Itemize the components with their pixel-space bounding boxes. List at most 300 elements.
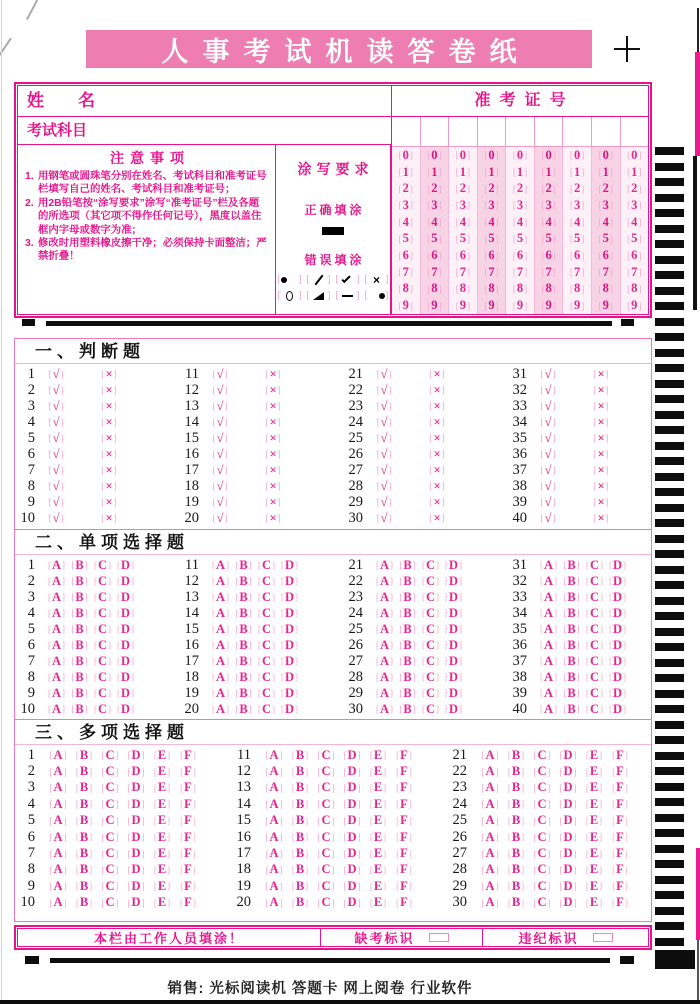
option-bubble-√[interactable]: [ √ ] xyxy=(48,382,64,397)
option-bubble-A[interactable]: [ A ] xyxy=(265,878,283,893)
option-bubble-C[interactable]: [ C ] xyxy=(585,573,604,588)
option-bubble-F[interactable]: [ F ] xyxy=(180,878,196,893)
option-bubble-F[interactable]: [ F ] xyxy=(612,895,628,910)
option-bubble-A[interactable]: [ A ] xyxy=(265,862,283,877)
option-bubble-D[interactable]: [ D ] xyxy=(444,605,463,620)
option-bubble-C[interactable]: [ C ] xyxy=(585,653,604,668)
option-bubble-F[interactable]: [ F ] xyxy=(180,780,196,795)
option-bubble-√[interactable]: [ √ ] xyxy=(212,510,228,525)
option-bubble-√[interactable]: [ √ ] xyxy=(212,366,228,381)
digit-bubble-5[interactable]: [ 5 ] xyxy=(455,231,471,246)
option-bubble-D[interactable]: [ D ] xyxy=(608,621,627,636)
option-bubble-D[interactable]: [ D ] xyxy=(608,685,627,700)
option-bubble-C[interactable]: [ C ] xyxy=(421,669,440,684)
digit-bubble-3[interactable]: [ 3 ] xyxy=(570,197,585,212)
option-bubble-F[interactable]: [ F ] xyxy=(180,813,196,828)
option-bubble-B[interactable]: [ B ] xyxy=(71,573,88,588)
option-bubble-√[interactable]: [ √ ] xyxy=(376,366,392,381)
option-bubble-×[interactable]: [ × ] xyxy=(429,430,445,445)
option-bubble-√[interactable]: [ √ ] xyxy=(376,462,392,477)
digit-bubble-1[interactable]: [ 1 ] xyxy=(484,164,499,179)
option-bubble-B[interactable]: [ B ] xyxy=(75,878,93,893)
option-bubble-C[interactable]: [ C ] xyxy=(421,573,440,588)
digit-bubble-7[interactable]: [ 7 ] xyxy=(484,264,499,279)
option-bubble-B[interactable]: [ B ] xyxy=(235,685,252,700)
option-bubble-C[interactable]: [ C ] xyxy=(585,605,604,620)
option-bubble-E[interactable]: [ E ] xyxy=(153,764,171,779)
option-bubble-×[interactable]: [ × ] xyxy=(265,366,281,381)
option-bubble-A[interactable]: [ A ] xyxy=(265,796,283,811)
option-bubble-F[interactable]: [ F ] xyxy=(612,796,628,811)
option-bubble-D[interactable]: [ D ] xyxy=(280,557,299,572)
option-bubble-×[interactable]: [ × ] xyxy=(101,398,117,413)
option-bubble-F[interactable]: [ F ] xyxy=(180,829,196,844)
option-bubble-C[interactable]: [ C ] xyxy=(93,621,112,636)
option-bubble-F[interactable]: [ F ] xyxy=(180,862,196,877)
option-bubble-√[interactable]: [ √ ] xyxy=(376,478,392,493)
digit-bubble-4[interactable]: [ 4 ] xyxy=(427,214,442,229)
digit-bubble-6[interactable]: [ 6 ] xyxy=(484,248,499,263)
option-bubble-×[interactable]: [ × ] xyxy=(101,478,117,493)
digit-bubble-9[interactable]: [ 9 ] xyxy=(455,298,471,313)
ticket-write-cell[interactable] xyxy=(592,117,621,146)
option-bubble-A[interactable]: [ A ] xyxy=(47,573,66,588)
option-bubble-×[interactable]: [ × ] xyxy=(101,446,117,461)
option-bubble-D[interactable]: [ D ] xyxy=(127,780,145,795)
option-bubble-D[interactable]: [ D ] xyxy=(127,878,145,893)
option-bubble-A[interactable]: [ A ] xyxy=(481,796,499,811)
option-bubble-A[interactable]: [ A ] xyxy=(539,669,558,684)
option-bubble-C[interactable]: [ C ] xyxy=(257,621,276,636)
option-bubble-B[interactable]: [ B ] xyxy=(399,653,416,668)
option-bubble-B[interactable]: [ B ] xyxy=(563,701,580,716)
option-bubble-√[interactable]: [ √ ] xyxy=(48,462,64,477)
option-bubble-C[interactable]: [ C ] xyxy=(421,685,440,700)
digit-bubble-9[interactable]: [ 9 ] xyxy=(512,298,528,313)
option-bubble-C[interactable]: [ C ] xyxy=(93,605,112,620)
option-bubble-D[interactable]: [ D ] xyxy=(116,573,135,588)
digit-bubble-8[interactable]: [ 8 ] xyxy=(627,281,642,296)
ticket-write-cell[interactable] xyxy=(535,117,564,146)
option-bubble-×[interactable]: [ × ] xyxy=(593,430,609,445)
option-bubble-C[interactable]: [ C ] xyxy=(533,878,551,893)
option-bubble-C[interactable]: [ C ] xyxy=(585,589,604,604)
option-bubble-D[interactable]: [ D ] xyxy=(343,813,361,828)
option-bubble-E[interactable]: [ E ] xyxy=(369,862,387,877)
option-bubble-B[interactable]: [ B ] xyxy=(71,637,88,652)
option-bubble-D[interactable]: [ D ] xyxy=(116,653,135,668)
option-bubble-D[interactable]: [ D ] xyxy=(559,878,577,893)
option-bubble-B[interactable]: [ B ] xyxy=(75,796,93,811)
option-bubble-A[interactable]: [ A ] xyxy=(481,780,499,795)
option-bubble-B[interactable]: [ B ] xyxy=(291,796,309,811)
option-bubble-C[interactable]: [ C ] xyxy=(93,637,112,652)
option-bubble-C[interactable]: [ C ] xyxy=(533,895,551,910)
option-bubble-D[interactable]: [ D ] xyxy=(127,813,145,828)
option-bubble-×[interactable]: [ × ] xyxy=(429,398,445,413)
option-bubble-B[interactable]: [ B ] xyxy=(71,685,88,700)
option-bubble-F[interactable]: [ F ] xyxy=(396,764,412,779)
option-bubble-F[interactable]: [ F ] xyxy=(396,846,412,861)
option-bubble-C[interactable]: [ C ] xyxy=(101,862,119,877)
option-bubble-B[interactable]: [ B ] xyxy=(75,813,93,828)
option-bubble-A[interactable]: [ A ] xyxy=(49,895,67,910)
option-bubble-C[interactable]: [ C ] xyxy=(93,685,112,700)
option-bubble-B[interactable]: [ B ] xyxy=(235,621,252,636)
digit-bubble-5[interactable]: [ 5 ] xyxy=(427,231,442,246)
digit-bubble-4[interactable]: [ 4 ] xyxy=(570,214,585,229)
option-bubble-D[interactable]: [ D ] xyxy=(116,605,135,620)
digit-bubble-6[interactable]: [ 6 ] xyxy=(455,248,471,263)
option-bubble-A[interactable]: [ A ] xyxy=(481,895,499,910)
digit-bubble-4[interactable]: [ 4 ] xyxy=(484,214,499,229)
digit-bubble-9[interactable]: [ 9 ] xyxy=(541,298,556,313)
digit-bubble-8[interactable]: [ 8 ] xyxy=(541,281,556,296)
option-bubble-B[interactable]: [ B ] xyxy=(563,653,580,668)
option-bubble-D[interactable]: [ D ] xyxy=(280,605,299,620)
option-bubble-B[interactable]: [ B ] xyxy=(507,813,525,828)
option-bubble-√[interactable]: [ √ ] xyxy=(376,398,392,413)
option-bubble-D[interactable]: [ D ] xyxy=(280,669,299,684)
option-bubble-D[interactable]: [ D ] xyxy=(116,621,135,636)
option-bubble-D[interactable]: [ D ] xyxy=(127,895,145,910)
option-bubble-B[interactable]: [ B ] xyxy=(71,653,88,668)
option-bubble-A[interactable]: [ A ] xyxy=(481,862,499,877)
digit-bubble-3[interactable]: [ 3 ] xyxy=(627,197,642,212)
option-bubble-B[interactable]: [ B ] xyxy=(399,637,416,652)
digit-bubble-6[interactable]: [ 6 ] xyxy=(512,248,528,263)
option-bubble-F[interactable]: [ F ] xyxy=(180,747,196,762)
digit-bubble-5[interactable]: [ 5 ] xyxy=(484,231,499,246)
option-bubble-B[interactable]: [ B ] xyxy=(507,895,525,910)
digit-bubble-4[interactable]: [ 4 ] xyxy=(541,214,556,229)
option-bubble-√[interactable]: [ √ ] xyxy=(48,446,64,461)
option-bubble-A[interactable]: [ A ] xyxy=(481,764,499,779)
option-bubble-F[interactable]: [ F ] xyxy=(612,780,628,795)
option-bubble-D[interactable]: [ D ] xyxy=(343,764,361,779)
digit-bubble-0[interactable]: [ 0 ] xyxy=(398,147,413,162)
option-bubble-E[interactable]: [ E ] xyxy=(153,846,171,861)
digit-bubble-0[interactable]: [ 0 ] xyxy=(541,147,556,162)
option-bubble-A[interactable]: [ A ] xyxy=(49,747,67,762)
option-bubble-F[interactable]: [ F ] xyxy=(396,796,412,811)
option-bubble-B[interactable]: [ B ] xyxy=(235,653,252,668)
option-bubble-D[interactable]: [ D ] xyxy=(444,621,463,636)
option-bubble-√[interactable]: [ √ ] xyxy=(540,494,556,509)
option-bubble-√[interactable]: [ √ ] xyxy=(212,382,228,397)
option-bubble-E[interactable]: [ E ] xyxy=(369,813,387,828)
option-bubble-D[interactable]: [ D ] xyxy=(608,589,627,604)
option-bubble-E[interactable]: [ E ] xyxy=(585,862,603,877)
digit-bubble-9[interactable]: [ 9 ] xyxy=(427,298,442,313)
option-bubble-F[interactable]: [ F ] xyxy=(612,862,628,877)
option-bubble-D[interactable]: [ D ] xyxy=(343,846,361,861)
option-bubble-A[interactable]: [ A ] xyxy=(375,589,394,604)
option-bubble-C[interactable]: [ C ] xyxy=(533,796,551,811)
option-bubble-C[interactable]: [ C ] xyxy=(101,780,119,795)
option-bubble-D[interactable]: [ D ] xyxy=(280,685,299,700)
digit-bubble-3[interactable]: [ 3 ] xyxy=(398,197,413,212)
option-bubble-A[interactable]: [ A ] xyxy=(211,573,230,588)
option-bubble-D[interactable]: [ D ] xyxy=(127,764,145,779)
option-bubble-D[interactable]: [ D ] xyxy=(559,846,577,861)
digit-bubble-1[interactable]: [ 1 ] xyxy=(398,164,413,179)
option-bubble-D[interactable]: [ D ] xyxy=(444,573,463,588)
option-bubble-D[interactable]: [ D ] xyxy=(127,796,145,811)
option-bubble-B[interactable]: [ B ] xyxy=(75,764,93,779)
digit-bubble-8[interactable]: [ 8 ] xyxy=(427,281,442,296)
option-bubble-A[interactable]: [ A ] xyxy=(539,573,558,588)
option-bubble-D[interactable]: [ D ] xyxy=(127,862,145,877)
option-bubble-C[interactable]: [ C ] xyxy=(533,764,551,779)
option-bubble-A[interactable]: [ A ] xyxy=(211,621,230,636)
option-bubble-F[interactable]: [ F ] xyxy=(612,846,628,861)
option-bubble-A[interactable]: [ A ] xyxy=(265,747,283,762)
option-bubble-D[interactable]: [ D ] xyxy=(559,862,577,877)
option-bubble-C[interactable]: [ C ] xyxy=(585,701,604,716)
option-bubble-A[interactable]: [ A ] xyxy=(375,621,394,636)
digit-bubble-2[interactable]: [ 2 ] xyxy=(627,181,642,196)
option-bubble-A[interactable]: [ A ] xyxy=(539,701,558,716)
option-bubble-C[interactable]: [ C ] xyxy=(585,685,604,700)
option-bubble-√[interactable]: [ √ ] xyxy=(48,494,64,509)
option-bubble-B[interactable]: [ B ] xyxy=(563,685,580,700)
option-bubble-D[interactable]: [ D ] xyxy=(444,685,463,700)
option-bubble-A[interactable]: [ A ] xyxy=(211,605,230,620)
digit-bubble-2[interactable]: [ 2 ] xyxy=(570,181,585,196)
option-bubble-F[interactable]: [ F ] xyxy=(612,829,628,844)
option-bubble-√[interactable]: [ √ ] xyxy=(540,478,556,493)
option-bubble-×[interactable]: [ × ] xyxy=(265,398,281,413)
option-bubble-A[interactable]: [ A ] xyxy=(47,669,66,684)
option-bubble-E[interactable]: [ E ] xyxy=(153,829,171,844)
digit-bubble-2[interactable]: [ 2 ] xyxy=(398,181,413,196)
option-bubble-C[interactable]: [ C ] xyxy=(421,653,440,668)
option-bubble-A[interactable]: [ A ] xyxy=(539,685,558,700)
option-bubble-A[interactable]: [ A ] xyxy=(47,605,66,620)
option-bubble-D[interactable]: [ D ] xyxy=(280,701,299,716)
option-bubble-B[interactable]: [ B ] xyxy=(291,846,309,861)
option-bubble-×[interactable]: [ × ] xyxy=(265,462,281,477)
digit-bubble-8[interactable]: [ 8 ] xyxy=(598,281,613,296)
option-bubble-D[interactable]: [ D ] xyxy=(343,862,361,877)
option-bubble-A[interactable]: [ A ] xyxy=(49,829,67,844)
digit-bubble-1[interactable]: [ 1 ] xyxy=(512,164,528,179)
option-bubble-C[interactable]: [ C ] xyxy=(533,747,551,762)
option-bubble-×[interactable]: [ × ] xyxy=(429,446,445,461)
option-bubble-B[interactable]: [ B ] xyxy=(291,878,309,893)
digit-bubble-3[interactable]: [ 3 ] xyxy=(512,197,528,212)
option-bubble-√[interactable]: [ √ ] xyxy=(212,478,228,493)
digit-bubble-7[interactable]: [ 7 ] xyxy=(455,264,471,279)
digit-bubble-2[interactable]: [ 2 ] xyxy=(484,181,499,196)
option-bubble-E[interactable]: [ E ] xyxy=(369,747,387,762)
digit-bubble-0[interactable]: [ 0 ] xyxy=(427,147,442,162)
digit-bubble-6[interactable]: [ 6 ] xyxy=(427,248,442,263)
option-bubble-F[interactable]: [ F ] xyxy=(396,895,412,910)
option-bubble-√[interactable]: [ √ ] xyxy=(376,414,392,429)
option-bubble-A[interactable]: [ A ] xyxy=(49,846,67,861)
option-bubble-×[interactable]: [ × ] xyxy=(265,478,281,493)
digit-bubble-4[interactable]: [ 4 ] xyxy=(455,214,471,229)
option-bubble-A[interactable]: [ A ] xyxy=(375,685,394,700)
option-bubble-A[interactable]: [ A ] xyxy=(211,557,230,572)
option-bubble-C[interactable]: [ C ] xyxy=(101,829,119,844)
option-bubble-D[interactable]: [ D ] xyxy=(127,829,145,844)
option-bubble-D[interactable]: [ D ] xyxy=(559,829,577,844)
digit-bubble-9[interactable]: [ 9 ] xyxy=(598,298,613,313)
option-bubble-C[interactable]: [ C ] xyxy=(257,589,276,604)
digit-bubble-9[interactable]: [ 9 ] xyxy=(570,298,585,313)
option-bubble-A[interactable]: [ A ] xyxy=(375,605,394,620)
option-bubble-D[interactable]: [ D ] xyxy=(280,637,299,652)
option-bubble-C[interactable]: [ C ] xyxy=(93,589,112,604)
option-bubble-D[interactable]: [ D ] xyxy=(343,780,361,795)
option-bubble-D[interactable]: [ D ] xyxy=(608,573,627,588)
option-bubble-C[interactable]: [ C ] xyxy=(585,637,604,652)
option-bubble-B[interactable]: [ B ] xyxy=(75,846,93,861)
option-bubble-×[interactable]: [ × ] xyxy=(101,462,117,477)
option-bubble-A[interactable]: [ A ] xyxy=(265,780,283,795)
digit-bubble-6[interactable]: [ 6 ] xyxy=(627,248,642,263)
option-bubble-×[interactable]: [ × ] xyxy=(429,462,445,477)
option-bubble-C[interactable]: [ C ] xyxy=(317,813,335,828)
option-bubble-C[interactable]: [ C ] xyxy=(317,895,335,910)
option-bubble-C[interactable]: [ C ] xyxy=(421,637,440,652)
option-bubble-C[interactable]: [ C ] xyxy=(257,605,276,620)
option-bubble-C[interactable]: [ C ] xyxy=(257,669,276,684)
option-bubble-B[interactable]: [ B ] xyxy=(235,701,252,716)
option-bubble-B[interactable]: [ B ] xyxy=(235,669,252,684)
option-bubble-C[interactable]: [ C ] xyxy=(317,878,335,893)
option-bubble-D[interactable]: [ D ] xyxy=(559,780,577,795)
option-bubble-A[interactable]: [ A ] xyxy=(265,829,283,844)
digit-bubble-7[interactable]: [ 7 ] xyxy=(627,264,642,279)
option-bubble-A[interactable]: [ A ] xyxy=(49,796,67,811)
option-bubble-E[interactable]: [ E ] xyxy=(585,829,603,844)
option-bubble-C[interactable]: [ C ] xyxy=(317,747,335,762)
option-bubble-C[interactable]: [ C ] xyxy=(257,637,276,652)
digit-bubble-9[interactable]: [ 9 ] xyxy=(398,298,413,313)
digit-bubble-2[interactable]: [ 2 ] xyxy=(512,181,528,196)
option-bubble-A[interactable]: [ A ] xyxy=(211,701,230,716)
option-bubble-D[interactable]: [ D ] xyxy=(116,589,135,604)
option-bubble-√[interactable]: [ √ ] xyxy=(212,414,228,429)
option-bubble-A[interactable]: [ A ] xyxy=(539,621,558,636)
option-bubble-B[interactable]: [ B ] xyxy=(563,621,580,636)
option-bubble-√[interactable]: [ √ ] xyxy=(48,510,64,525)
option-bubble-×[interactable]: [ × ] xyxy=(101,494,117,509)
option-bubble-D[interactable]: [ D ] xyxy=(280,589,299,604)
option-bubble-B[interactable]: [ B ] xyxy=(291,862,309,877)
option-bubble-C[interactable]: [ C ] xyxy=(421,589,440,604)
option-bubble-D[interactable]: [ D ] xyxy=(116,637,135,652)
option-bubble-B[interactable]: [ B ] xyxy=(71,557,88,572)
option-bubble-E[interactable]: [ E ] xyxy=(153,796,171,811)
option-bubble-B[interactable]: [ B ] xyxy=(291,829,309,844)
option-bubble-B[interactable]: [ B ] xyxy=(563,573,580,588)
digit-bubble-7[interactable]: [ 7 ] xyxy=(512,264,528,279)
option-bubble-E[interactable]: [ E ] xyxy=(585,846,603,861)
option-bubble-D[interactable]: [ D ] xyxy=(343,796,361,811)
option-bubble-B[interactable]: [ B ] xyxy=(399,669,416,684)
option-bubble-√[interactable]: [ √ ] xyxy=(540,430,556,445)
option-bubble-B[interactable]: [ B ] xyxy=(235,557,252,572)
option-bubble-A[interactable]: [ A ] xyxy=(539,557,558,572)
option-bubble-F[interactable]: [ F ] xyxy=(180,764,196,779)
option-bubble-F[interactable]: [ F ] xyxy=(396,878,412,893)
digit-bubble-7[interactable]: [ 7 ] xyxy=(541,264,556,279)
option-bubble-C[interactable]: [ C ] xyxy=(421,557,440,572)
option-bubble-B[interactable]: [ B ] xyxy=(507,764,525,779)
option-bubble-E[interactable]: [ E ] xyxy=(585,813,603,828)
option-bubble-√[interactable]: [ √ ] xyxy=(540,366,556,381)
option-bubble-C[interactable]: [ C ] xyxy=(585,621,604,636)
digit-bubble-0[interactable]: [ 0 ] xyxy=(570,147,585,162)
option-bubble-B[interactable]: [ B ] xyxy=(235,573,252,588)
option-bubble-B[interactable]: [ B ] xyxy=(399,589,416,604)
option-bubble-A[interactable]: [ A ] xyxy=(539,637,558,652)
option-bubble-E[interactable]: [ E ] xyxy=(585,895,603,910)
option-bubble-B[interactable]: [ B ] xyxy=(507,747,525,762)
digit-bubble-2[interactable]: [ 2 ] xyxy=(541,181,556,196)
option-bubble-×[interactable]: [ × ] xyxy=(101,414,117,429)
digit-bubble-2[interactable]: [ 2 ] xyxy=(427,181,442,196)
option-bubble-D[interactable]: [ D ] xyxy=(444,701,463,716)
option-bubble-D[interactable]: [ D ] xyxy=(280,573,299,588)
option-bubble-×[interactable]: [ × ] xyxy=(593,446,609,461)
option-bubble-C[interactable]: [ C ] xyxy=(585,669,604,684)
digit-bubble-6[interactable]: [ 6 ] xyxy=(541,248,556,263)
option-bubble-B[interactable]: [ B ] xyxy=(563,605,580,620)
option-bubble-F[interactable]: [ F ] xyxy=(612,813,628,828)
option-bubble-B[interactable]: [ B ] xyxy=(507,846,525,861)
option-bubble-C[interactable]: [ C ] xyxy=(533,813,551,828)
option-bubble-E[interactable]: [ E ] xyxy=(585,878,603,893)
option-bubble-A[interactable]: [ A ] xyxy=(481,846,499,861)
option-bubble-A[interactable]: [ A ] xyxy=(49,780,67,795)
digit-bubble-5[interactable]: [ 5 ] xyxy=(398,231,413,246)
option-bubble-A[interactable]: [ A ] xyxy=(375,573,394,588)
option-bubble-C[interactable]: [ C ] xyxy=(317,846,335,861)
digit-bubble-3[interactable]: [ 3 ] xyxy=(484,197,499,212)
option-bubble-F[interactable]: [ F ] xyxy=(612,764,628,779)
digit-bubble-3[interactable]: [ 3 ] xyxy=(427,197,442,212)
option-bubble-E[interactable]: [ E ] xyxy=(369,895,387,910)
option-bubble-A[interactable]: [ A ] xyxy=(49,813,67,828)
option-bubble-A[interactable]: [ A ] xyxy=(539,589,558,604)
option-bubble-B[interactable]: [ B ] xyxy=(507,780,525,795)
option-bubble-B[interactable]: [ B ] xyxy=(507,829,525,844)
option-bubble-C[interactable]: [ C ] xyxy=(93,669,112,684)
digit-bubble-1[interactable]: [ 1 ] xyxy=(627,164,642,179)
option-bubble-C[interactable]: [ C ] xyxy=(533,846,551,861)
option-bubble-×[interactable]: [ × ] xyxy=(429,382,445,397)
option-bubble-A[interactable]: [ A ] xyxy=(481,747,499,762)
option-bubble-C[interactable]: [ C ] xyxy=(101,764,119,779)
ticket-write-cell[interactable] xyxy=(478,117,507,146)
option-bubble-√[interactable]: [ √ ] xyxy=(376,494,392,509)
digit-bubble-6[interactable]: [ 6 ] xyxy=(598,248,613,263)
digit-bubble-8[interactable]: [ 8 ] xyxy=(455,281,471,296)
option-bubble-√[interactable]: [ √ ] xyxy=(48,414,64,429)
digit-bubble-5[interactable]: [ 5 ] xyxy=(570,231,585,246)
option-bubble-A[interactable]: [ A ] xyxy=(49,862,67,877)
option-bubble-C[interactable]: [ C ] xyxy=(101,796,119,811)
digit-bubble-7[interactable]: [ 7 ] xyxy=(598,264,613,279)
digit-bubble-1[interactable]: [ 1 ] xyxy=(598,164,613,179)
option-bubble-A[interactable]: [ A ] xyxy=(47,589,66,604)
